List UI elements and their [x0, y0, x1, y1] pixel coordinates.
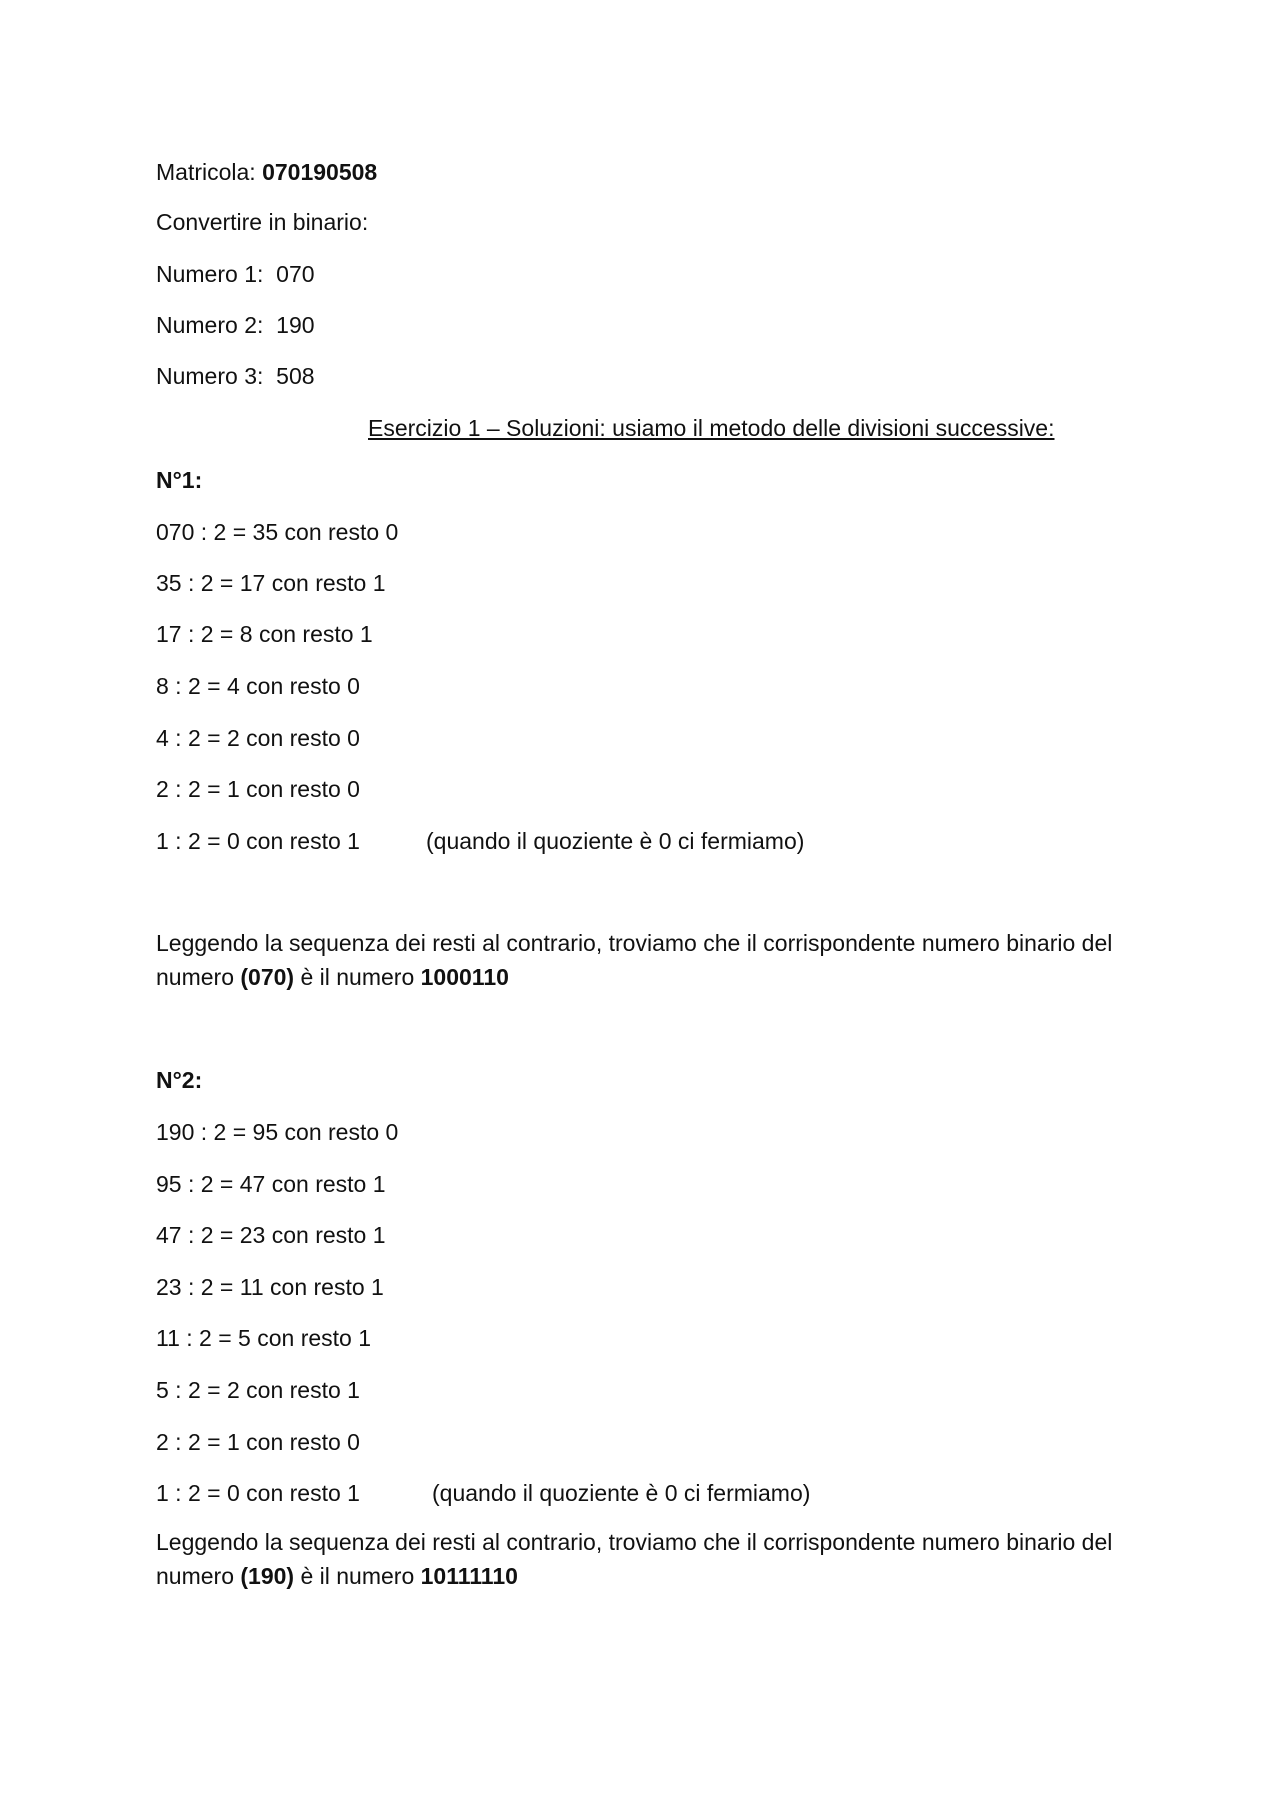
exercise-heading: Esercizio 1 – Soluzioni: usiamo il metodo delle divisioni successive:	[368, 415, 1055, 441]
number-2-label: Numero 2:	[156, 312, 264, 338]
division-step: 1 : 2 = 0 con resto 1	[156, 1480, 360, 1506]
source-number: (190)	[240, 1563, 295, 1589]
division-step: 8 : 2 = 4 con resto 0	[156, 673, 360, 699]
matricola-label: Matricola:	[156, 159, 256, 185]
section-2-title: N°2:	[156, 1067, 203, 1093]
source-number: (070)	[240, 964, 295, 990]
number-1-value: 070	[276, 261, 315, 287]
number-1-line	[156, 260, 315, 288]
division-step: 17 : 2 = 8 con resto 1	[156, 621, 373, 647]
number-2-value: 190	[276, 312, 315, 338]
matricola-line	[156, 158, 377, 186]
number-3-label: Numero 3:	[156, 363, 264, 389]
number-2-line	[156, 311, 315, 339]
number-3-line	[156, 362, 315, 390]
binary-result: 1000110	[420, 964, 509, 990]
stop-note: (quando il quoziente è 0 ci fermiamo)	[426, 828, 805, 854]
division-step: 190 : 2 = 95 con resto 0	[156, 1119, 399, 1145]
division-step: 11 : 2 = 5 con resto 1	[156, 1325, 372, 1351]
division-step: 4 : 2 = 2 con resto 0	[156, 725, 360, 751]
section-1-conclusion	[156, 926, 1136, 994]
division-step: 070 : 2 = 35 con resto 0	[156, 519, 399, 545]
convert-instruction: Convertire in binario:	[156, 209, 369, 235]
section-1-title: N°1:	[156, 467, 203, 493]
division-step: 1 : 2 = 0 con resto 1	[156, 828, 360, 854]
conclusion-text: è il numero	[294, 1563, 421, 1589]
number-1-label: Numero 1:	[156, 261, 264, 287]
conclusion-text: è il numero	[294, 964, 421, 990]
division-step: 2 : 2 = 1 con resto 0	[156, 776, 360, 802]
division-step: 5 : 2 = 2 con resto 1	[156, 1377, 360, 1403]
division-step: 95 : 2 = 47 con resto 1	[156, 1171, 386, 1197]
conclusion-text: Leggendo la sequenza dei resti al contrario, troviamo che il corrispondente numero binario del numero	[156, 1529, 1113, 1589]
section-2-conclusion	[156, 1525, 1136, 1593]
matricola-value: 070190508	[262, 159, 378, 185]
division-step: 47 : 2 = 23 con resto 1	[156, 1222, 386, 1248]
stop-note: (quando il quoziente è 0 ci fermiamo)	[432, 1480, 811, 1506]
division-step: 35 : 2 = 17 con resto 1	[156, 570, 386, 596]
number-3-value: 508	[276, 363, 315, 389]
conclusion-text: Leggendo la sequenza dei resti al contrario, troviamo che il corrispondente numero binario del numero	[156, 930, 1113, 990]
division-step: 2 : 2 = 1 con resto 0	[156, 1429, 360, 1455]
binary-result: 10111110	[420, 1563, 518, 1589]
division-step: 23 : 2 = 11 con resto 1	[156, 1274, 384, 1300]
